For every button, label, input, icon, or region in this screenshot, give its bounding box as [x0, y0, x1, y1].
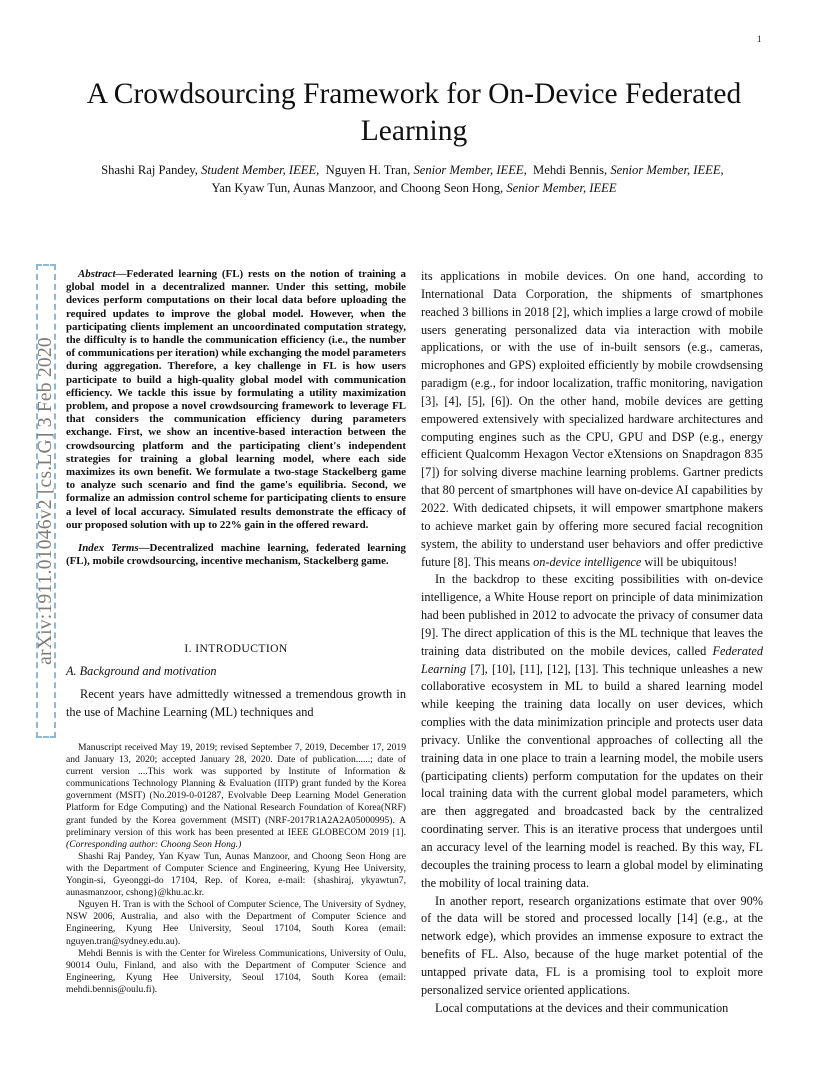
- emphasis: Federated Learning: [421, 643, 763, 676]
- author-list: [100, 161, 728, 197]
- index-terms: [66, 542, 406, 568]
- author-name: Nguyen H. Tran,: [325, 163, 411, 177]
- paper-title: A Crowdsourcing Framework for On-Device Federated Learning: [86, 78, 742, 147]
- author-name: Mehdi Bennis,: [533, 163, 608, 177]
- arxiv-identifier: arXiv:1911.01046v2 [cs.LG] 3 Feb 2020: [35, 337, 56, 665]
- page-number: 1: [757, 34, 762, 44]
- footnote-manuscript: Manuscript received May 19, 2019; revised September 7, 2019, December 17, 2019 and January 13, 2020; accepted January 28, 2020. Date of publication......; date of current version ....This work was supported by Institute of Information & communications Technology Planning & Evaluation (IITP) grant funded by the Korea government (MSIT) (No.2019-0-01287, Evolvable Deep Learning Model Generation Platform for Edge Computing) and the National Research Foundation of Korea(NRF) grant funded by the Korea government (MSIT) (NRF-2017R1A2A2A05000995). A preliminary version of this work has been presented at IEEE GLOBECOM 2019 [1]. (Corresponding author: Choong Seon Hong.): [66, 742, 406, 850]
- section-heading: I. INTRODUCTION: [184, 642, 288, 655]
- abstract-text: —Federated learning (FL) rests on the notion of training a global model in a decentralized manner. Under this setting, mobile devices perform computations on their local data before uploading the required updates to improve the global model. However, when the participating clients implement an uncoordinated computation strategy, the difficulty is to handle the communication efficiency (i.e., the number of communications per iteration) while exchanging the model parameters during aggregation. Therefore, a key challenge in FL is how users participate to build a high-quality global model with communication efficiency. We tackle this issue by formulating a utility maximization problem, and propose a novel crowdsourcing framework to leverage FL that considers the communication efficiency during parameters exchange. First, we show an incentive-based interaction between the crowdsourcing platform and the participating client's independent strategies for training a global learning model, where each side maximizes its own benefit. We formulate a two-stage Stackelberg game to analyze such scenario and find the game's equilibria. Second, we formalize an admission control scheme for participating clients to ensure a level of local accuracy. Simulated results demonstrate the efficacy of our proposed solution with up to 22% gain in the offered reward.: [66, 268, 406, 531]
- abstract-label: Abstract: [78, 268, 116, 280]
- body-paragraph: Local computations at the devices and their communication: [435, 1000, 729, 1015]
- right-column: [421, 268, 763, 1017]
- body-paragraph: In another report, research organizations estimate that over 90% of the data will be stored and processed locally [14] (e.g., at the network edge), which provides an immense exposure to extract the benefits of FL. Also, because of the huge market potential of the untapped private data, FL is a promising tool to exploit more personalized service oriented applications.: [421, 893, 763, 997]
- body-paragraph: In the backdrop to these exciting possibilities with on-device intelligence, a White House report on principle of data minimization had been published in 2012 to advocate the privacy of consumer data [9]. The direct application of this is the ML technique that leaves the training data distributed on the mobile devices, called Federated Learning [7], [10], [11], [12], [13]. This technique unleashes a new collaborative ecosystem in ML to build a shared learning model while keeping the training data locally on user devices, which complies with the data minimization principle and protects user data privacy. Unlike the conventional approaches of collecting all the training data in one place to train a learning model, the mobile users (participating clients) perform computation for the updates on their local training data with the current global model parameters, which are then aggregated and broadcasted back by the centralized coordinating server. This is an iterative process that undergoes until an accuracy level of the learning model is reached. By this way, FL decouples the training process to learn a global model by eliminating the mobility of local training data.: [421, 572, 763, 890]
- footnote-affiliation: Nguyen H. Tran is with the School of Computer Science, The University of Sydney, NSW 2006, Australia, and also with the Department of Computer Science and Engineering, Kyung Hee University, Seoul 17104, South Korea (email: nguyen.tran@sydney.edu.au).: [66, 899, 406, 947]
- intro-paragraph: Recent years have admittedly witnessed a tremendous growth in the use of Machine Learning (ML) techniques and: [66, 687, 406, 719]
- abstract: [66, 268, 406, 532]
- footnote-corresponding: (Corresponding author: Choong Seon Hong.): [66, 838, 242, 850]
- subsection-heading: A. Background and motivation: [66, 664, 217, 678]
- left-column: [66, 268, 406, 568]
- footnote-affiliation: Shashi Raj Pandey, Yan Kyaw Tun, Aunas Manzoor, and Choong Seon Hong are with the Department of Computer Science and Engineering, Kyung Hee University, Yongin-si, Gyeonggi-do 17104, Rep. of Korea, e-mail: {shashiraj, ykyawtun7, aunasmanzoor, cshong}@khu.ac.kr.: [66, 850, 406, 899]
- footnote-affiliation: Mehdi Bennis is with the Center for Wireless Communications, University of Oulu, 90014 Oulu, Finland, and also with the Department of Computer Science and Engineering, Kyung Hee University, Seoul 17104, South Korea (email: mehdi.bennis@oulu.fi).: [66, 947, 406, 995]
- author-membership: Senior Member, IEEE,: [610, 163, 724, 177]
- author-name: Yan Kyaw Tun, Aunas Manzoor, and Choong Seon Hong,: [211, 181, 504, 195]
- footnotes: [66, 742, 406, 996]
- index-terms-text: —Decentralized machine learning, federated learning (FL), mobile crowdsourcing, incentive mechanism, Stackelberg game.: [66, 542, 406, 568]
- author-membership: Senior Member, IEEE: [506, 181, 617, 195]
- author-membership: Senior Member, IEEE,: [413, 163, 527, 177]
- body-paragraph: its applications in mobile devices. On one hand, according to International Data Corporation, the shipments of smartphones reached 3 billions in 2018 [2], which implies a large crowd of mobile users generating personalized data via interaction with mobile applications, or with the use of in-built sensors (e.g., cameras, microphones and GPS) exploited efficiently by mobile crowdsensing paradigm (e.g., for indoor localization, traffic monitoring, navigation [3], [4], [5], [6]). On the other hand, mobile devices are getting empowered extensively with specialized hardware architectures and computing engines such as the CPU, GPU and DSP (e.g., energy efficient Qualcomm Hexagon Vector eXtensions on Snapdragon 835 [7]) for solving diverse machine learning problems. Gartner predicts that 80 percent of smartphones will have on-device AI capabilities by 2022. With dedicated chipsets, it will empower smartphone makers to achieve market gain by offering more secured facial recognition system, the ability to understand user behaviors and offer predictive future [8]. This means on-device intelligence will be ubiquitous!: [421, 269, 763, 569]
- index-terms-label: Index Terms: [78, 542, 139, 555]
- author-name: Shashi Raj Pandey,: [101, 163, 198, 177]
- emphasis: on-device intelligence: [533, 554, 642, 569]
- author-membership: Student Member, IEEE,: [201, 163, 320, 177]
